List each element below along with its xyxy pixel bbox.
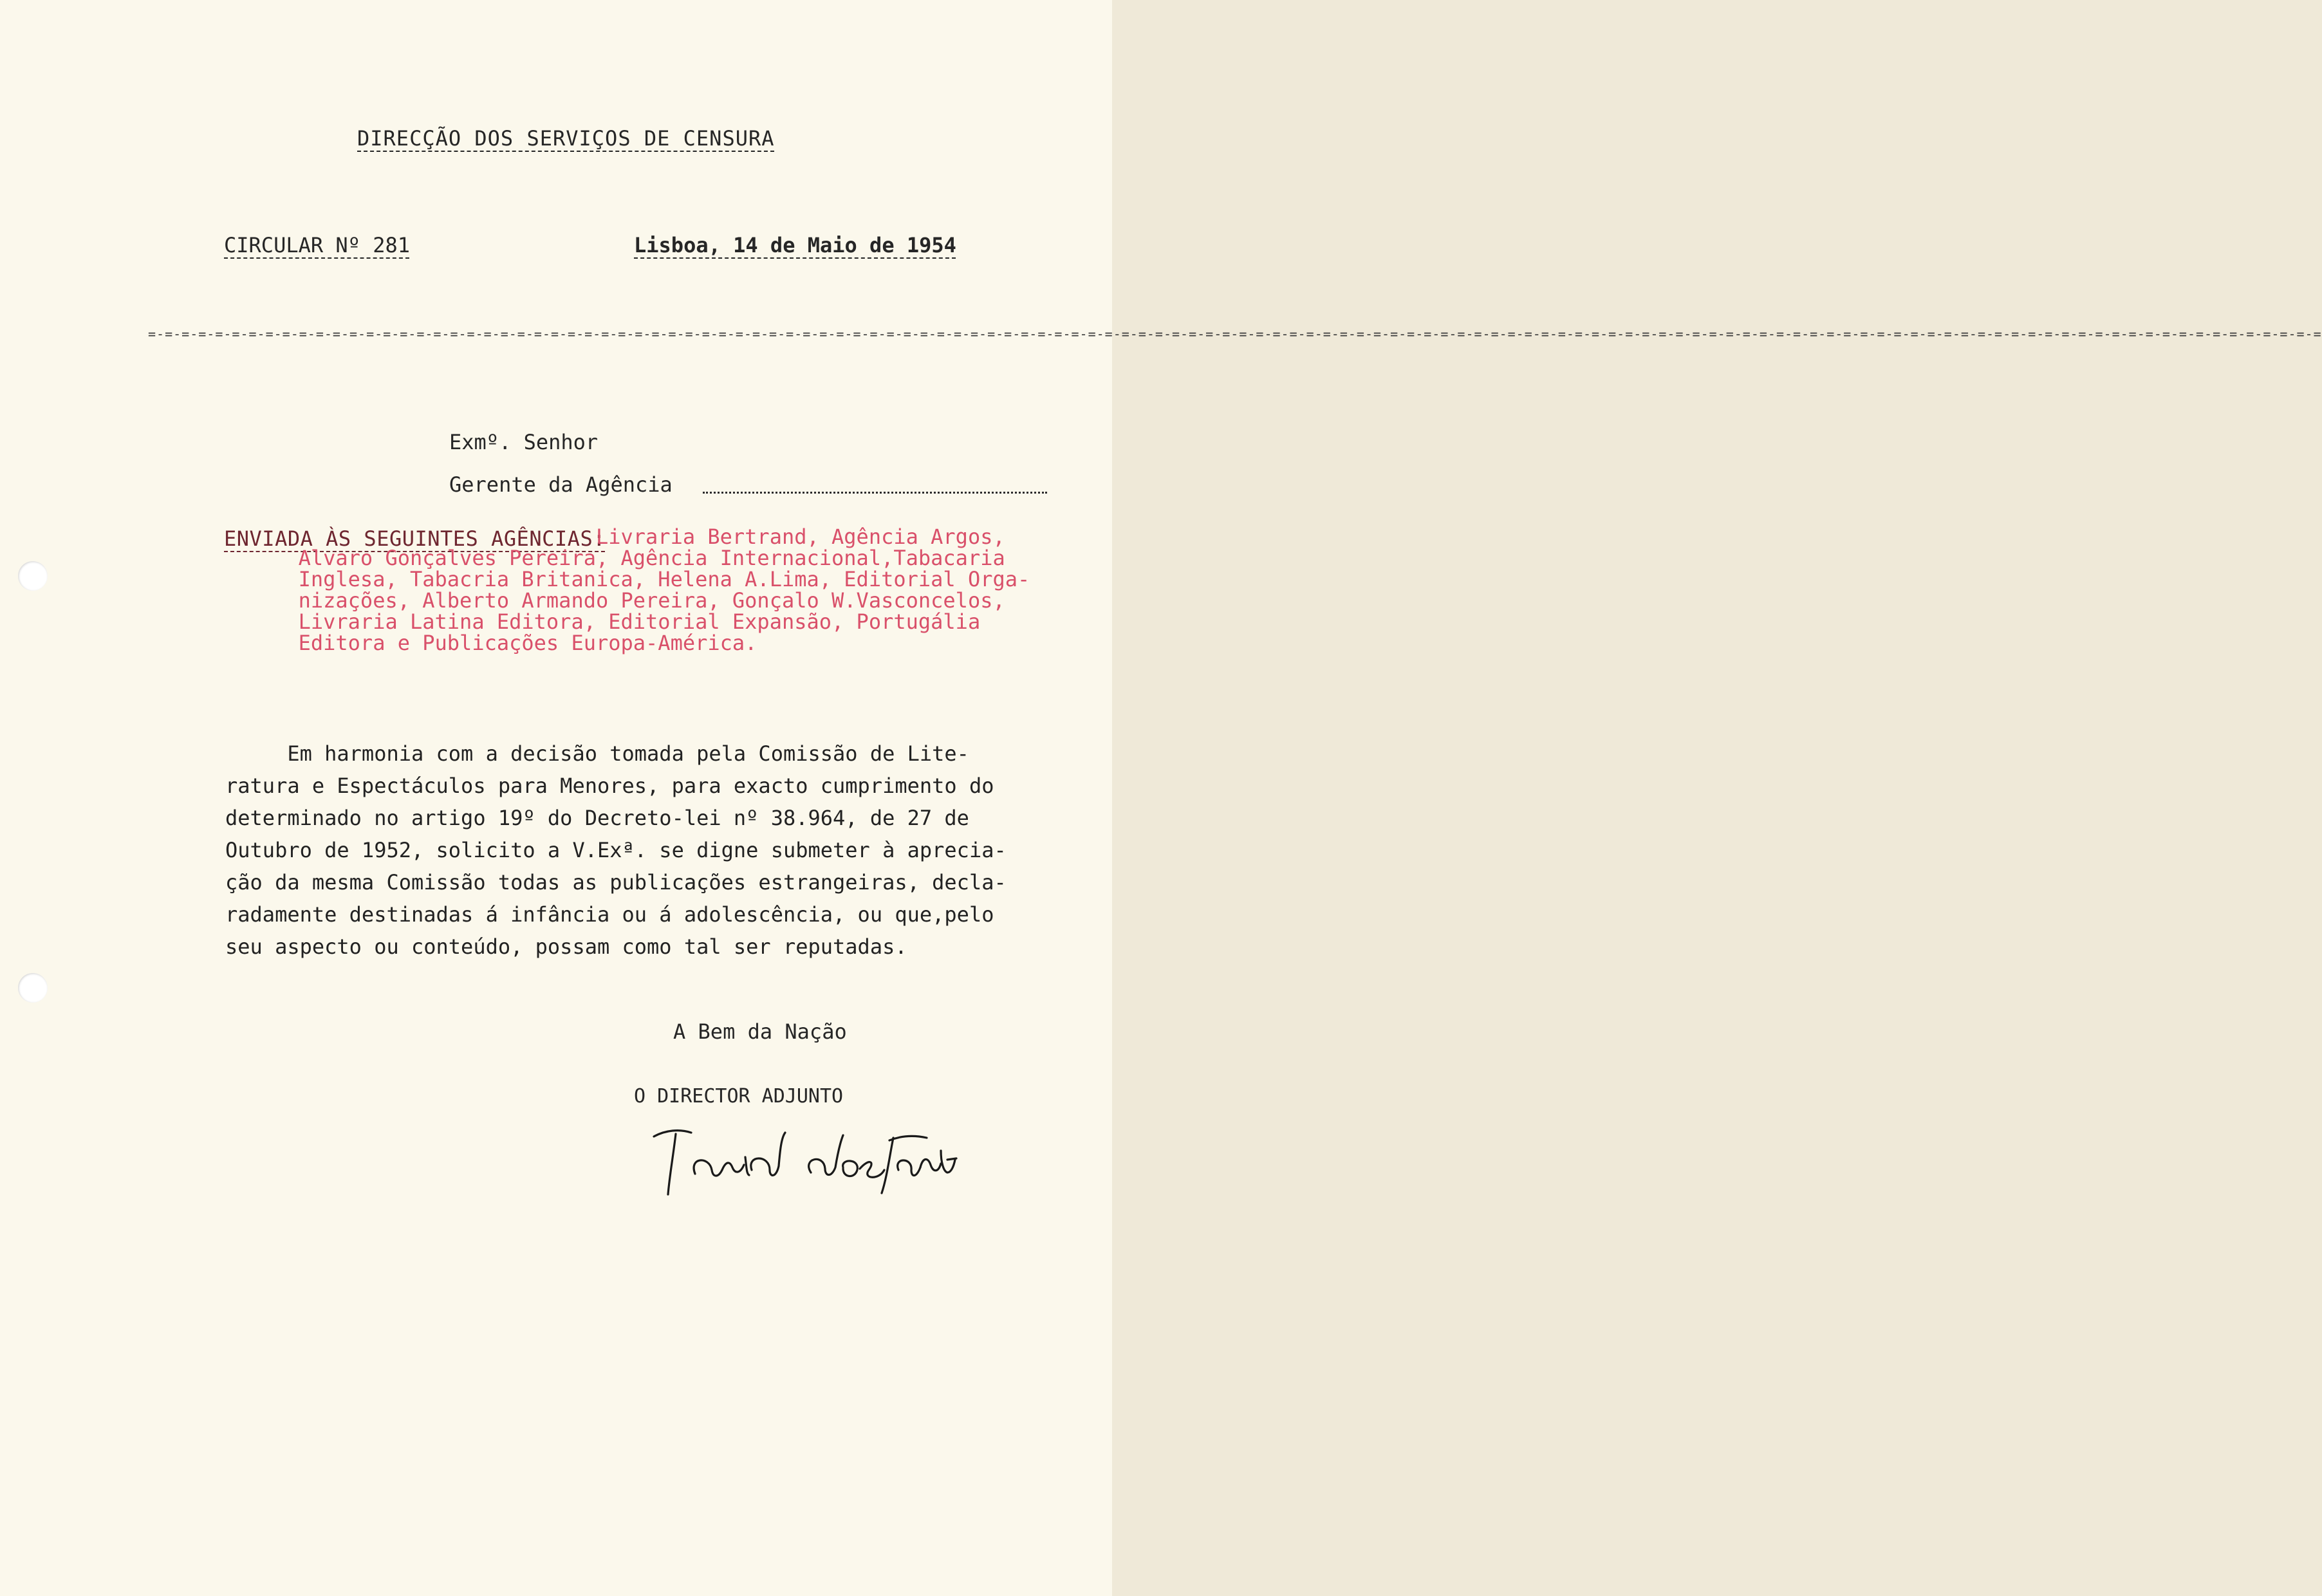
signer-title: O DIRECTOR ADJUNTO: [634, 1085, 844, 1108]
body-line: Outubro de 1952, solicito a V.Exª. se digne submeter à aprecia-: [225, 838, 1007, 862]
agency-line: Inglesa, Tabacria Britanica, Helena A.Lima, Editorial Orga-: [298, 567, 1030, 591]
body-line: ção da mesma Comissão todas as publicações estrangeiras, decla-: [225, 870, 1007, 895]
body-line: ratura e Espectáculos para Menores, para exacto cumprimento do: [225, 774, 994, 798]
recipient-blank-line: [703, 492, 1047, 494]
agency-line: Alvaro Gonçalves Pereira, Agência Internacional,Tabacaria: [298, 546, 1005, 570]
sent-to-label: ENVIADA ÀS SEGUINTES AGÊNCIAS:: [224, 526, 606, 551]
agency-line: nizações, Alberto Armando Pereira, Gonçalo W.Vasconcelos,: [298, 588, 1005, 613]
recipient-line: Gerente da Agência: [449, 472, 673, 497]
agencies-list: [224, 526, 1106, 654]
body-line: seu aspecto ou conteúdo, possam como tal ser reputadas.: [225, 934, 907, 959]
separator-line: =-=-=-=-=-=-=-=-=-=-=-=-=-=-=-=-=-=-=-=-=-=-=-=-=-=-=-=-=-=-=-=-=-=-=-=-=-=-=-=-=-=-=-=-=-=-=-=-=-=-=-=-=-=-=-=-=-=-=-=-=-=-=-=-=-=-=-=-=-=-=-=-=-=-=-=-=-=-=-=-=-=-=-=-=-=-=-=-=-=-=-=-=-=-=-=-=-=-=-=-=-=-=-=-=-=-=-=-=-=-=-=-=-=-=-=-=-=-=-=-=-=-=-=-=-=-=-=-=-=: [148, 326, 2322, 342]
body-text: [225, 738, 1075, 963]
closing-phrase: A Bem da Nação: [673, 1019, 847, 1044]
body-line: determinado no artigo 19º do Decreto-lei nº 38.964, de 27 de: [225, 806, 969, 830]
document-heading: DIRECÇÃO DOS SERVIÇOS DE CENSURA: [357, 126, 775, 151]
agency-line: Editora e Publicações Europa-América.: [298, 631, 757, 655]
agency-line: Livraria Bertrand, Agência Argos,: [595, 524, 1005, 549]
body-line: radamente destinadas á infância ou á adolescência, ou que,pelo: [225, 902, 994, 927]
body-line: Em harmonia com a decisão tomada pela Comissão de Lite-: [287, 741, 969, 766]
agency-line: Livraria Latina Editora, Editorial Expansão, Portugália: [298, 609, 981, 634]
salutation: Exmº. Senhor: [449, 430, 599, 454]
punch-hole: [18, 561, 48, 591]
document-date: Lisboa, 14 de Maio de 1954: [634, 233, 956, 257]
punch-hole: [18, 973, 48, 1003]
handwritten-signature: [650, 1118, 959, 1202]
circular-number: CIRCULAR Nº 281: [224, 233, 410, 257]
